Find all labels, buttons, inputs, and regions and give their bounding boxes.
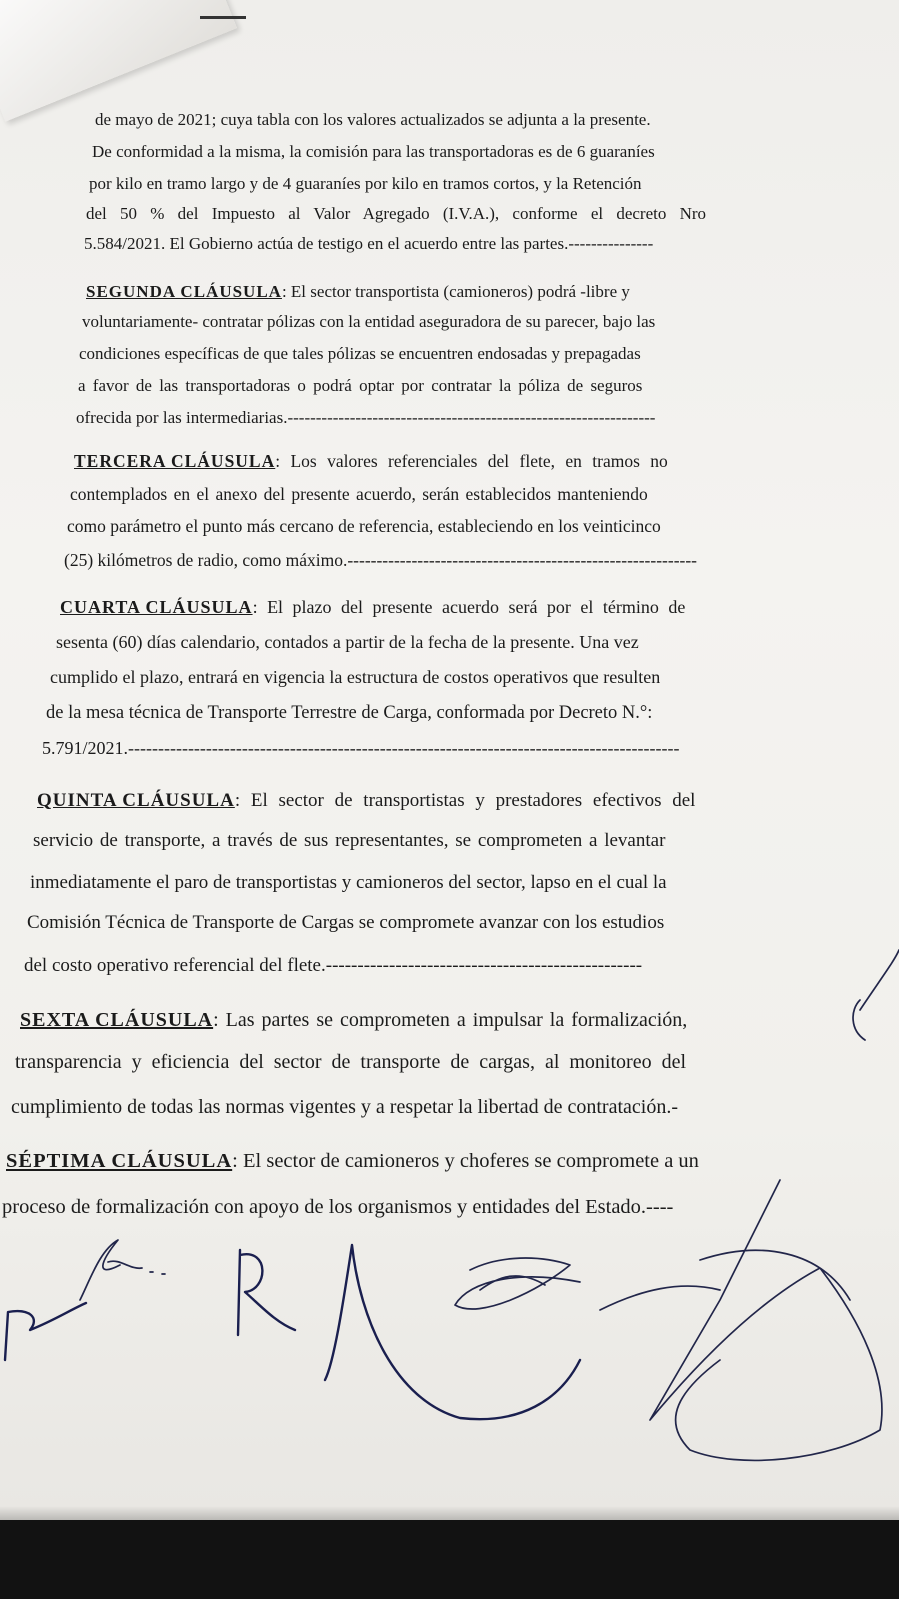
clause-text: : Las partes se comprometen a impulsar la formalización, bbox=[213, 1009, 688, 1031]
clause-line: (25) kilómetros de radio, como máximo.------------------------------------------------------------ bbox=[64, 550, 697, 570]
clause-sexta bbox=[20, 1009, 687, 1032]
clause-heading: SEGUNDA CLÁUSULA bbox=[86, 282, 282, 301]
clause-text: : El sector de transportistas y prestadores efectivos del bbox=[234, 790, 696, 811]
clause-quinta bbox=[37, 790, 695, 812]
clause-cuarta bbox=[60, 597, 685, 618]
clause-line: cumplimiento de todas las normas vigentes y a respetar la libertad de contratación.- bbox=[11, 1096, 678, 1118]
clause-text: : El plazo del presente acuerdo será por el término de bbox=[252, 597, 686, 617]
signature-3 bbox=[238, 1250, 295, 1335]
clause-line: de la mesa técnica de Transporte Terrestre de Carga, conformada por Decreto N.°: bbox=[46, 703, 653, 723]
clause-text: : Los valores referenciales del flete, en tramos no bbox=[275, 451, 668, 471]
clause-line: transparencia y eficiencia del sector de transporte de cargas, al monitoreo del bbox=[15, 1051, 687, 1073]
intro-line: 5.584/2021. El Gobierno actúa de testigo en el acuerdo entre las partes.--------------- bbox=[84, 234, 654, 253]
intro-line: del 50 % del Impuesto al Valor Agregado (I.V.A.), conforme el decreto Nro bbox=[86, 204, 707, 223]
clause-line: del costo operativo referencial del flete.-------------------------------------------------- bbox=[24, 955, 643, 976]
clause-line: contemplados en el anexo del presente acuerdo, serán establecidos manteniendo bbox=[70, 484, 648, 504]
background-dark-surface bbox=[0, 1520, 899, 1599]
signature-4 bbox=[325, 1245, 580, 1419]
intro-line: de mayo de 2021; cuya tabla con los valores actualizados se adjunta a la presente. bbox=[95, 110, 651, 129]
clause-heading: QUINTA CLÁUSULA bbox=[37, 790, 235, 811]
intro-line: por kilo en tramo largo y de 4 guaraníes por kilo en tramos cortos, y la Retención bbox=[89, 174, 642, 193]
clause-line: servicio de transporte, a través de sus representantes, se comprometen a levantar bbox=[33, 830, 666, 851]
clause-line: cumplido el plazo, entrará en vigencia la estructura de costos operativos que resulten bbox=[50, 667, 661, 687]
clause-line: voluntariamente- contratar pólizas con la entidad aseguradora de su parecer, bajo las bbox=[82, 312, 656, 331]
clause-text: : El sector transportista (camioneros) podrá -libre y bbox=[281, 282, 630, 301]
signature-1 bbox=[5, 1303, 86, 1360]
clause-line: 5.791/2021.-------------------------------------------------------------------------------------------- bbox=[42, 738, 680, 758]
intro-line: De conformidad a la misma, la comisión para las transportadoras es de 6 guaraníes bbox=[92, 142, 655, 161]
page-number-dash bbox=[200, 16, 246, 19]
clause-line: a favor de las transportadoras o podrá optar por contratar la póliza de seguros bbox=[78, 376, 643, 395]
clause-line: Comisión Técnica de Transporte de Cargas se compromete avanzar con los estudios bbox=[27, 912, 665, 933]
signature-2 bbox=[80, 1240, 165, 1300]
clause-line: ofrecida por las intermediarias.----------------------------------------------------------------- bbox=[76, 408, 656, 427]
clause-line: inmediatamente el paro de transportistas y camioneros del sector, lapso en el cual la bbox=[30, 872, 667, 893]
clause-heading: SEXTA CLÁUSULA bbox=[20, 1009, 214, 1031]
clause-segunda bbox=[86, 282, 630, 302]
clause-tercera bbox=[74, 451, 668, 472]
clause-line: como parámetro el punto más cercano de referencia, estableciendo en los veinticinco bbox=[67, 516, 661, 536]
clause-text: : El sector de camioneros y choferes se compromete a un bbox=[232, 1150, 699, 1172]
clause-heading: TERCERA CLÁUSULA bbox=[74, 451, 276, 471]
clause-heading: SÉPTIMA CLÁUSULA bbox=[6, 1150, 233, 1172]
clause-heading: CUARTA CLÁUSULA bbox=[60, 597, 253, 617]
clause-line: proceso de formalización con apoyo de los organismos y entidades del Estado.---- bbox=[2, 1196, 674, 1218]
clause-line: condiciones específicas de que tales pólizas se encuentren endosadas y prepagadas bbox=[79, 344, 641, 363]
clause-septima bbox=[6, 1150, 699, 1173]
clause-line: sesenta (60) días calendario, contados a partir de la fecha de la presente. Una vez bbox=[56, 632, 639, 652]
